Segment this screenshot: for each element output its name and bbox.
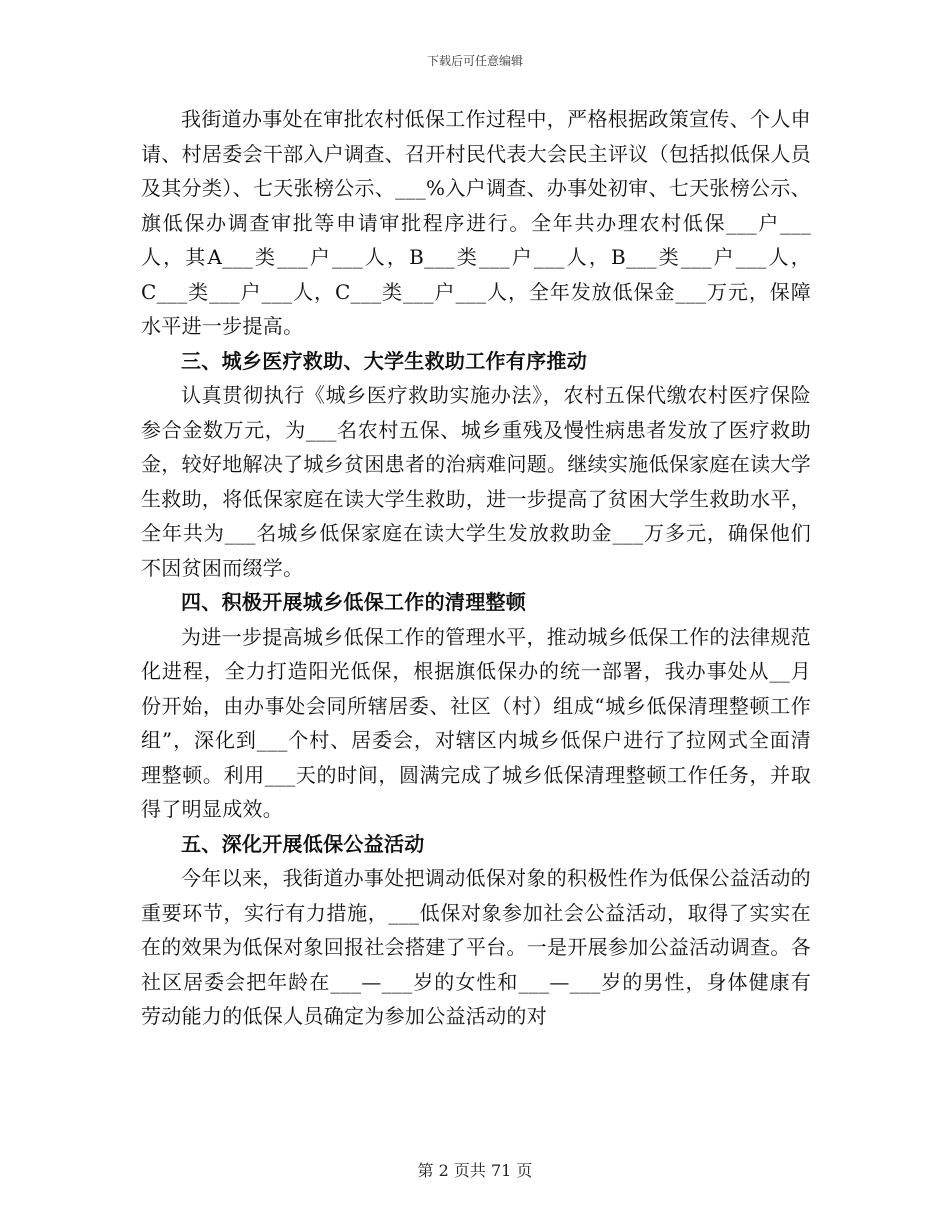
document-body xyxy=(141,102,811,1034)
section-heading-4: 四、积极开展城乡低保工作的清理整顿 xyxy=(181,590,527,614)
paragraph-low-income-approval: 我街道办事处在审批农村低保工作过程中，严格根据政策宣传、个人申请、村居委会干部入户调查、召开村民代表大会民主评议（包括拟低保人员及其分类）、七天张榜公示、___%入户调查、办事处初审、七天张榜公示、旗低保办调查审批等申请审批程序进行。全年共办理农村低保___户___人，其A___类___户___人，B___类___户___人，B___类___户___人，C___类___户___人，C___类___户___人，全年发放低保金___万元，保障水平进一步提高。 xyxy=(141,107,811,338)
paragraph-public-welfare: 今年以来，我街道办事处把调动低保对象的积极性作为低保公益活动的重要环节，实行有力措施，___低保对象参加社会公益活动，取得了实实在在的效果为低保对象回报社会搭建了平台。一是开展参加公益活动调查。各社区居委会把年龄在___—___岁的女性和___—___岁的男性，身体健康有劳动能力的低保人员确定为参加公益活动的对 xyxy=(141,866,811,1028)
section-heading-3: 三、城乡医疗救助、大学生救助工作有序推动 xyxy=(181,348,587,373)
page-header: 下载后可任意编辑 xyxy=(426,54,523,68)
page-footer: 第 2 页共 71 页 xyxy=(417,1161,533,1180)
paragraph-medical-aid: 认真贯彻执行《城乡医疗救助实施办法》，农村五保代缴农村医疗保险参合金数万元，为___名农村五保、城乡重残及慢性病患者发放了医疗救助金，较好地解决了城乡贫困患者的治病难问题。继续实施低保家庭在读大学生救助，将低保家庭在读大学生救助，进一步提高了贫困大学生救助水平，全年共为___名城乡低保家庭在读大学生发放救助金___万多元，确保他们不因贫困而缀学。 xyxy=(141,383,811,580)
section-heading-5: 五、深化开展低保公益活动 xyxy=(181,831,425,856)
paragraph-cleanup: 为进一步提高城乡低保工作的管理水平，推动城乡低保工作的法律规范化进程，全力打造阳光低保，根据旗低保办的统一部署，我办事处从__月份开始，由办事处会同所辖居委、社区（村）组成“城乡低保清理整顿工作组”，深化到___个村、居委会，对辖区内城乡低保户进行了拉网式全面清理整顿。利用___天的时间，圆满完成了城乡低保清理整顿工作任务，并取得了明显成效。 xyxy=(141,624,811,821)
